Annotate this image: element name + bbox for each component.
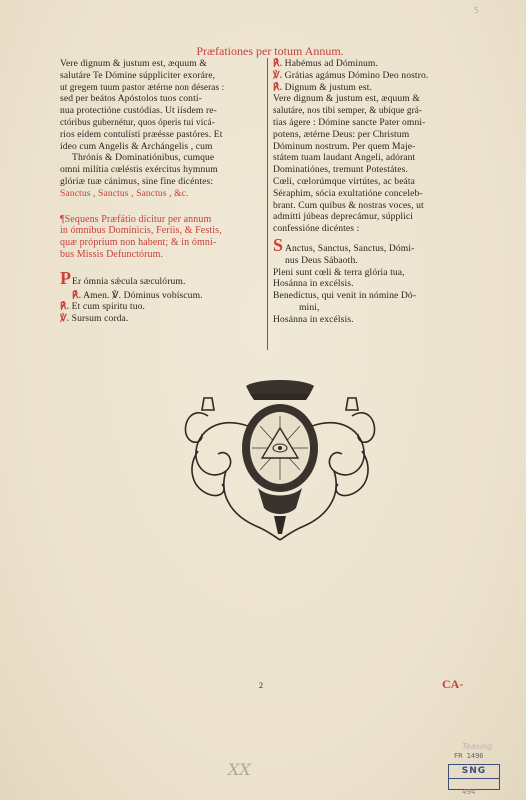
- rubric-line: bus Missis Defunctórum.: [60, 248, 164, 260]
- text-line: glóriæ tuæ cánimus, sine fine dicéntes:: [60, 175, 214, 187]
- hymn-line: Hosánna in excélsis.: [273, 313, 354, 325]
- text-line: tias ágere : Dómine sancte Pater omni-: [273, 116, 426, 128]
- sanctus-line: S Anctus, Sanctus, Sanctus, Dómi-: [273, 234, 415, 255]
- preface-text: [60, 58, 264, 200]
- drop-capital: P: [60, 267, 72, 288]
- text-line: brant. Cum quibus & nostras voces, ut: [273, 199, 424, 211]
- dialogue-line: ℟. Et cum spíritu tuo.: [60, 301, 145, 313]
- versicle-mark: ℣.: [60, 313, 70, 325]
- text-line: Dominatiónes, tremunt Potestátes.: [273, 164, 408, 176]
- hymn-line: Hosánna in excélsis.: [273, 278, 354, 290]
- hymn-block: [273, 267, 485, 326]
- page-number: 2: [259, 681, 263, 690]
- text-line: salutáre, nos tibi semper, & ubíque grá-: [273, 105, 423, 116]
- text-line: Séraphim, sócia exultatióne conceleb-: [273, 187, 423, 199]
- dialogue-line: ℟. Amen. ℣. Dóminus vobíscum.: [72, 289, 203, 301]
- eye-of-providence-ornament-icon: [178, 376, 382, 542]
- rubric-line: quæ próprium non habent; & in ómni-: [60, 237, 217, 249]
- text-line: rios eídem contulísti præésse pastóres. Et: [60, 128, 223, 140]
- stamp-text: SNG: [449, 765, 499, 779]
- text-line: státem tuam laudant Angeli, adórant: [273, 152, 416, 164]
- pencil-mark: 5: [474, 6, 480, 15]
- versicle-mark: ℣.: [273, 69, 283, 81]
- dialogue-block: [273, 58, 485, 93]
- response-mark: ℟.: [273, 58, 283, 69]
- dialogue-line: ℟. Habémus ad Dóminum.: [273, 58, 378, 69]
- hymn-line: Pleni sunt cœli & terra glória tua,: [273, 266, 405, 278]
- column-divider: [267, 58, 268, 350]
- text-line: omni milítia cœléstis exércitus hymnum: [60, 164, 218, 176]
- rubric-block: [60, 214, 264, 261]
- dialogue-line: ℟. Dignum & justum est.: [273, 81, 372, 93]
- text-line: ctóribus gubernétur, quos óperis tui vicá-: [60, 116, 215, 127]
- text-line: ídeo cum Angelis & Archángelis , cum: [60, 140, 213, 152]
- text-line: potens, ætérne Deus: per Christum: [273, 128, 410, 140]
- pencil-mark: 494: [462, 788, 476, 796]
- text-line: Vere dignum & justum est, æquum &: [273, 93, 420, 105]
- right-column: [273, 58, 485, 326]
- inventory-number: FR 1496: [454, 752, 484, 760]
- preface-text: [273, 93, 485, 235]
- sanctus-block: [273, 234, 485, 267]
- drop-capital: S: [273, 234, 284, 255]
- text-line: Dóminum nostrum. Per quem Maje-: [273, 140, 416, 152]
- dialogue-line: ℣. Sursum corda.: [60, 313, 129, 325]
- paragraph-mark-icon: ¶: [60, 213, 65, 225]
- text-line: Thrónis & Dominatiónibus, cumque: [72, 152, 215, 164]
- dialogue-block: [60, 267, 264, 325]
- response-mark: ℟.: [72, 289, 82, 301]
- collection-stamp: [448, 764, 500, 790]
- text-line: confessióne dicéntes :: [273, 223, 360, 235]
- response-mark: ℟.: [273, 81, 283, 93]
- hymn-line: Benedíctus, qui venit in nómine Dó-: [273, 290, 417, 302]
- catchword: CA-: [442, 677, 464, 691]
- pencil-mark: XX: [228, 760, 251, 779]
- hymn-line: mini,: [299, 301, 320, 313]
- text-line: admítti júbeas deprecámur, súpplici: [273, 211, 414, 223]
- rubric-line: ¶Sequens Præfátio dícitur per annum: [60, 213, 212, 225]
- sanctus-line: Sanctus , Sanctus , Sanctus , &c.: [60, 187, 189, 199]
- rubric-line: in ómnibus Domínicis, Feriis, & Festis,: [60, 225, 222, 237]
- text-line: Cœli, cœlorúmque virtútes, ac beáta: [273, 175, 416, 187]
- sanctus-line: nus Deus Sábaoth.: [285, 254, 358, 266]
- pencil-note: Teasing: [462, 742, 493, 751]
- text-line: salutáre Te Dómine súppliciter exoráre,: [60, 69, 216, 81]
- left-column: [60, 58, 264, 325]
- page-header: Præfationes per totum Annum.: [196, 44, 344, 58]
- dialogue-line: ℣. Grátias agámus Dómino Deo nostro.: [273, 69, 429, 81]
- text-line: Vere dignum & justum est, æquum &: [60, 58, 207, 69]
- text-line: nua protectióne custódias. Ut iísdem re-: [60, 105, 217, 117]
- text-line: ut gregem tuum pastor ætérne non déseras :: [60, 81, 225, 92]
- text-line: sed per beátos Apóstolos tuos contí-: [60, 93, 202, 105]
- response-mark: ℟.: [60, 301, 70, 313]
- dialogue-line: PEr ómnia sǽcula sæculórum.: [60, 267, 186, 288]
